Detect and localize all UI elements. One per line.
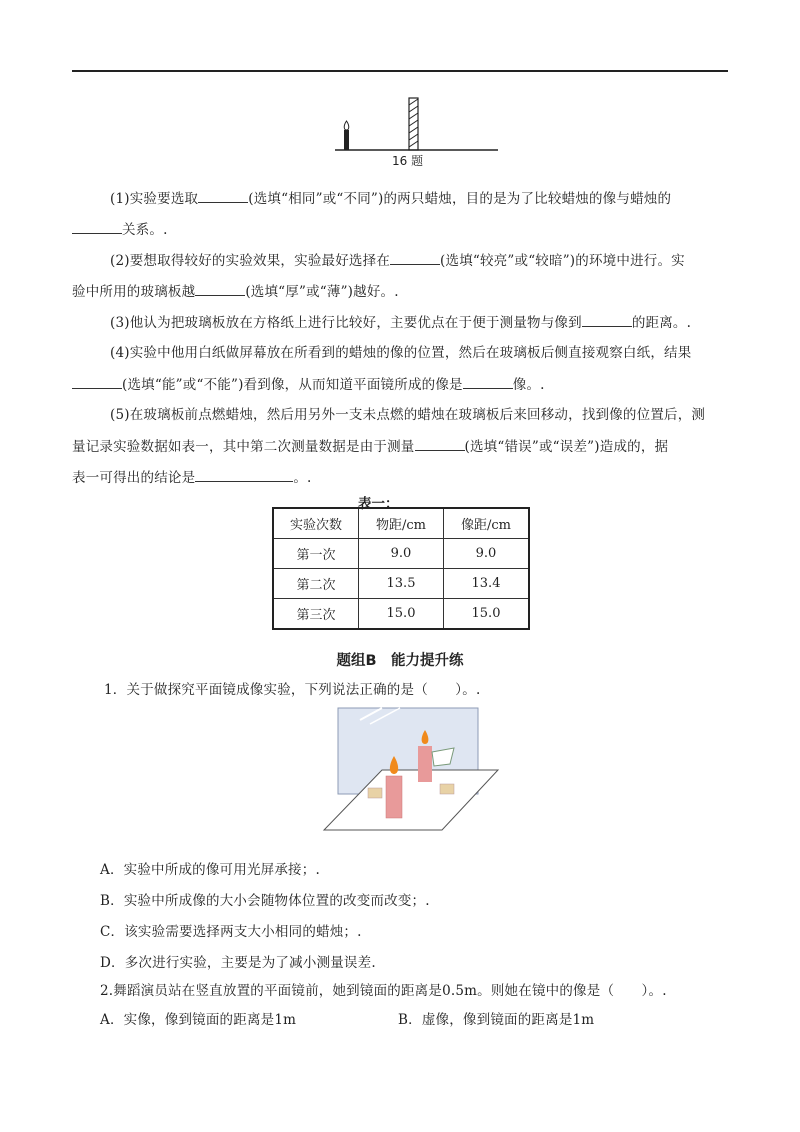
q16-part1-line2: 关系。. xyxy=(72,219,168,240)
flame-icon xyxy=(344,121,349,130)
table-cell: 13.5 xyxy=(359,569,444,599)
q2-stem: 2.舞蹈演员站在竖直放置的平面镜前，她到镜面的距离是0.5m。则她在镜中的像是（ ）。. xyxy=(100,983,667,999)
candle-body xyxy=(344,130,349,150)
table-header-row xyxy=(273,508,529,539)
table-header-cell: 实验次数 xyxy=(273,508,359,539)
table-row xyxy=(273,599,529,630)
table-cell: 15.0 xyxy=(444,599,530,630)
support-block xyxy=(440,784,454,794)
table-header-cell: 物距/cm xyxy=(359,508,444,539)
section-title: 题组B 能力提升练 xyxy=(336,653,464,669)
table-title: 表一： xyxy=(358,496,399,512)
q16-part2-line1: (2)要想取得较好的实验效果，实验最好选择在 (选填“较亮”或“较暗”)的环境中进行。实 xyxy=(110,250,685,271)
figure-16-diagram xyxy=(330,95,510,175)
table-cell: 9.0 xyxy=(444,539,530,569)
answer-blank[interactable] xyxy=(198,188,248,203)
answer-blank[interactable] xyxy=(463,374,513,389)
table-row xyxy=(273,539,529,569)
table-cell: 第二次 xyxy=(273,569,359,599)
q16-part5-line3: 表一可得出的结论是 。. xyxy=(72,467,312,488)
answer-blank[interactable] xyxy=(72,219,122,234)
figure-16-caption: 16 题 xyxy=(392,154,424,168)
table-cell: 第三次 xyxy=(273,599,359,630)
q1-option-c[interactable]: C．该实验需要选择两支大小相同的蜡烛；. xyxy=(100,924,362,940)
q1-option-b[interactable]: B．实验中所成像的大小会随物体位置的改变而改变；. xyxy=(100,893,430,909)
table-cell: 13.4 xyxy=(444,569,530,599)
q1-stem: 1．关于做探究平面镜成像实验，下列说法正确的是（ ）。. xyxy=(104,682,481,698)
table-cell: 15.0 xyxy=(359,599,444,630)
answer-blank[interactable] xyxy=(195,467,293,482)
table-cell: 第一次 xyxy=(273,539,359,569)
answer-blank[interactable] xyxy=(72,374,122,389)
glass-plate xyxy=(409,98,418,150)
q2-option-a[interactable]: A．实像，像到镜面的距离是1m xyxy=(100,1012,297,1028)
q16-part2-line2: 验中所用的玻璃板越 (选填“厚”或“薄”)越好。. xyxy=(72,281,399,302)
table-header-cell: 像距/cm xyxy=(444,508,530,539)
table-row xyxy=(273,569,529,599)
answer-blank[interactable] xyxy=(582,312,632,327)
q2-option-b[interactable]: B．虚像，像到镜面的距离是1m xyxy=(398,1012,595,1028)
q16-part5-line1: (5)在玻璃板前点燃蜡烛，然后用另外一支未点燃的蜡烛在玻璃板后来回移动，找到像的位置后，测 xyxy=(110,407,706,423)
support-block xyxy=(368,788,382,798)
answer-blank[interactable] xyxy=(195,281,245,296)
header-rule xyxy=(72,70,728,72)
table-cell: 9.0 xyxy=(359,539,444,569)
data-table xyxy=(272,507,530,630)
answer-blank[interactable] xyxy=(415,436,465,451)
answer-blank[interactable] xyxy=(390,250,440,265)
q16-part4-line1: (4)实验中他用白纸做屏幕放在所看到的蜡烛的像的位置，然后在玻璃板后侧直接观察白纸，结果 xyxy=(110,345,692,361)
q16-part5-line2: 量记录实验数据如表一，其中第二次测量数据是由于测量 (选填“错误”或“误差”)造成的，据 xyxy=(72,436,668,457)
q16-part3-line1: (3)他认为把玻璃板放在方格纸上进行比较好，主要优点在于便于测量物与像到 的距离。. xyxy=(110,312,691,333)
q1-option-d[interactable]: D．多次进行实验，主要是为了减小测量误差. xyxy=(100,955,376,971)
q16-part4-line2: (选填“能”或“不能”)看到像，从而知道平面镜所成的像是 像。. xyxy=(72,374,545,395)
q1-option-a[interactable]: A．实验中所成的像可用光屏承接；. xyxy=(100,862,320,878)
mirror-experiment-figure xyxy=(322,706,502,836)
q16-part1-line1: (1)实验要选取 (选填“相同”或“不同”)的两只蜡烛，目的是为了比较蜡烛的像与蜡烛的 xyxy=(110,188,671,209)
